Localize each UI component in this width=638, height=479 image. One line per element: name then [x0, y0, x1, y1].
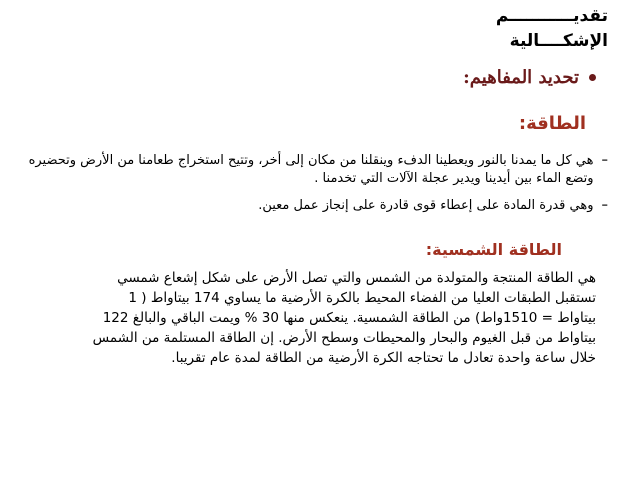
energy-definition-2: [28, 197, 608, 215]
bullet-dot-icon: [589, 74, 596, 81]
solar-paragraph-line: بيتاواط = 1510واط) من الطاقة الشمسية. ينعكس منها 30 % ويمت الباقي والبالغ 122: [102, 310, 596, 326]
solar-paragraph-line: بيتاواط من قبل الغيوم والبحار والمحيطات وسطح الأرض. إن الطاقة المستلمة من الشمس: [92, 330, 596, 346]
energy-definition-1-text: هي كل ما يمدنا بالنور ويعطينا الدفء وينقلنا من مكان إلى أخر، وتتيح استخراج طعامنا من الأرض وتحضيره وتضع الماء بين أيدينا ويدير عجلة الآلات التي تخدمنا .: [28, 153, 594, 186]
solar-paragraph-line: خلال ساعة واحدة تعادل ما تحتاجه الكرة الأرضية من الطاقة لمدة عام تقريبا.: [171, 350, 596, 366]
solar-energy-heading: الطاقة الشمسية:: [425, 240, 562, 259]
solar-paragraph-line: تستقبل الطبقات العليا من الفضاء المحيط بالكرة الأرضية ما يساوي 174 بيتاواط ( 1: [128, 290, 596, 306]
solar-energy-paragraph: [20, 268, 596, 368]
solar-paragraph-line: هي الطاقة المنتجة والمتولدة من الشمس والتي تصل الأرض على شكل إشعاع شمسي: [117, 270, 596, 286]
slide-title-line2: الإشكــــالية: [509, 31, 608, 51]
energy-definition-2-text: وهي قدرة المادة على إعطاء قوى قادرة على إنجاز عمل معين.: [258, 198, 594, 213]
concepts-bullet-row: [463, 67, 596, 88]
concepts-heading: تحديد المفاهيم:: [463, 67, 579, 88]
dash-bullet-icon: –: [601, 153, 608, 168]
slide-title-line1: تقديـــــــــــم: [495, 6, 608, 26]
energy-heading: الطاقة:: [518, 113, 586, 134]
dash-bullet-icon: –: [601, 198, 608, 213]
energy-definition-1: [28, 152, 608, 188]
